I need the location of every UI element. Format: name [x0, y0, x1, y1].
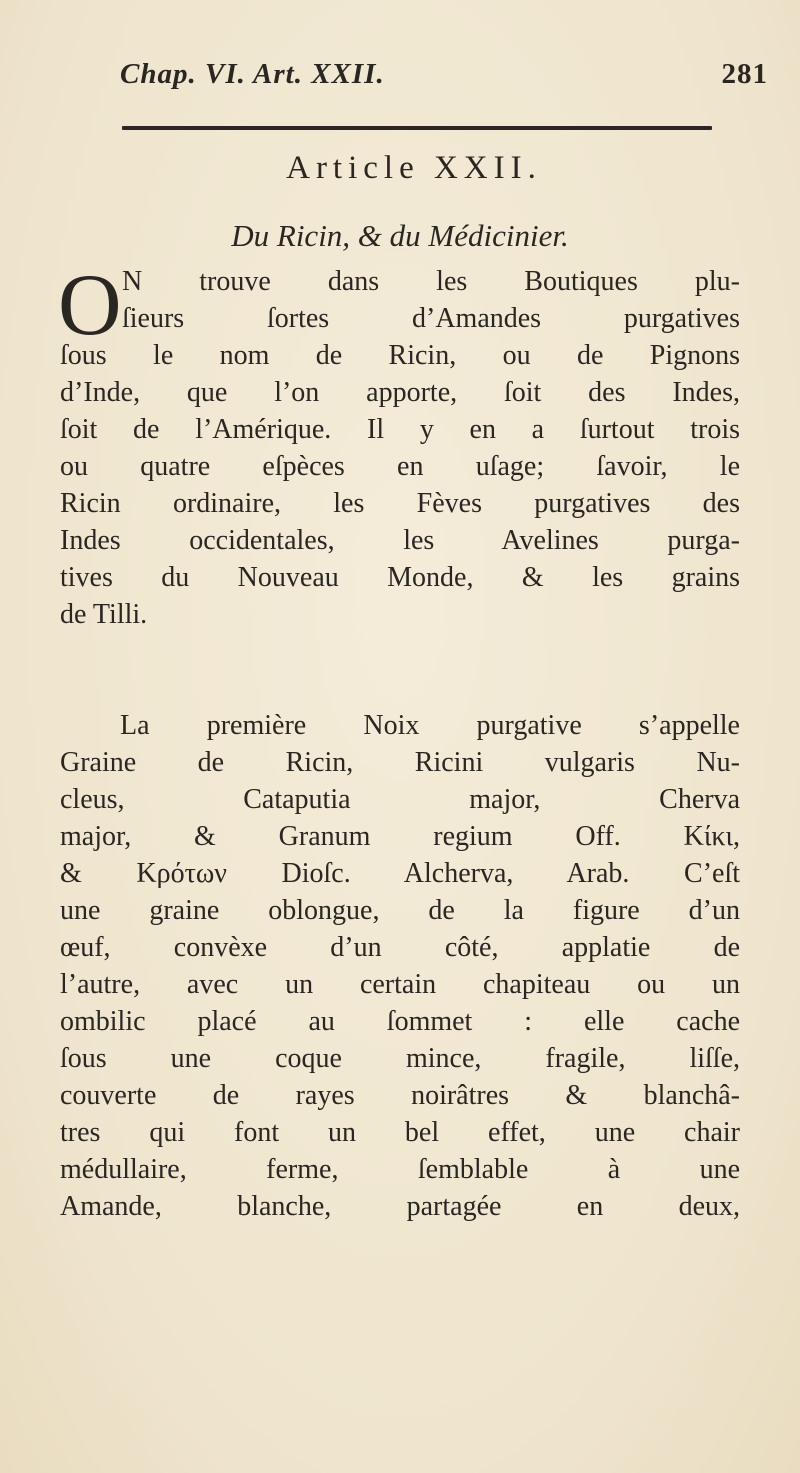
text-line: œuf, convèxe d’un côté, applatie de [60, 932, 740, 963]
paragraph-2 [60, 707, 740, 1225]
text-line: Ricin ordinaire, les Fèves purgatives des [60, 488, 740, 519]
text-line: ſieurs ſortes d’Amandes purgatives [122, 303, 740, 334]
text-line: de Tilli. [60, 599, 148, 630]
text-line: & Κρότων Dioſc. Alcherva, Arab. C’eſt [60, 858, 740, 889]
text-line: La première Noix purgative s’appelle [120, 710, 740, 741]
text-line: Amande, blanche, partagée en deux, [60, 1191, 740, 1222]
text-line: ou quatre eſpèces en uſage; ſavoir, le [60, 451, 740, 482]
text-line: cleus, Cataputia major, Cherva [60, 784, 740, 815]
text-line: ombilic placé au ſommet : elle cache [60, 1006, 740, 1037]
article-heading: Article XXII. [286, 150, 542, 186]
text-line: tives du Nouveau Monde, & les grains [60, 562, 740, 593]
text-line: major, & Granum regium Off. Κίκι, [60, 821, 740, 852]
page-number: 281 [721, 58, 768, 90]
text-line: N trouve dans les Boutiques plu- [122, 266, 740, 297]
text-line: d’Inde, que l’on apporte, ſoit des Indes, [60, 377, 740, 408]
text-line: ſous une coque mince, fragile, liſſe, [60, 1043, 740, 1074]
text-line: tres qui font un bel effet, une chair [60, 1117, 740, 1148]
paragraph-1 [58, 257, 740, 633]
drop-cap: O [58, 257, 122, 354]
text-line: ſous le nom de Ricin, ou de Pignons [60, 340, 740, 371]
article-subtitle: Du Ricin, & du Médicinier. [231, 218, 569, 253]
text-line: Indes occidentales, les Avelines purga- [60, 525, 740, 556]
text-line: l’autre, avec un certain chapiteau ou un [60, 969, 740, 1000]
text-line: Graine de Ricin, Ricini vulgaris Nu- [60, 747, 740, 778]
text-line: une graine oblongue, de la figure d’un [60, 895, 740, 926]
running-head-title: Chap. VI. Art. XXII. [120, 58, 385, 90]
header-rule [122, 126, 712, 130]
text-line: couverte de rayes noirâtres & blanchâ- [60, 1080, 740, 1111]
text-line: ſoit de l’Amérique. Il y en a ſurtout trois [60, 414, 740, 445]
text-line: médullaire, ferme, ſemblable à une [60, 1154, 740, 1185]
